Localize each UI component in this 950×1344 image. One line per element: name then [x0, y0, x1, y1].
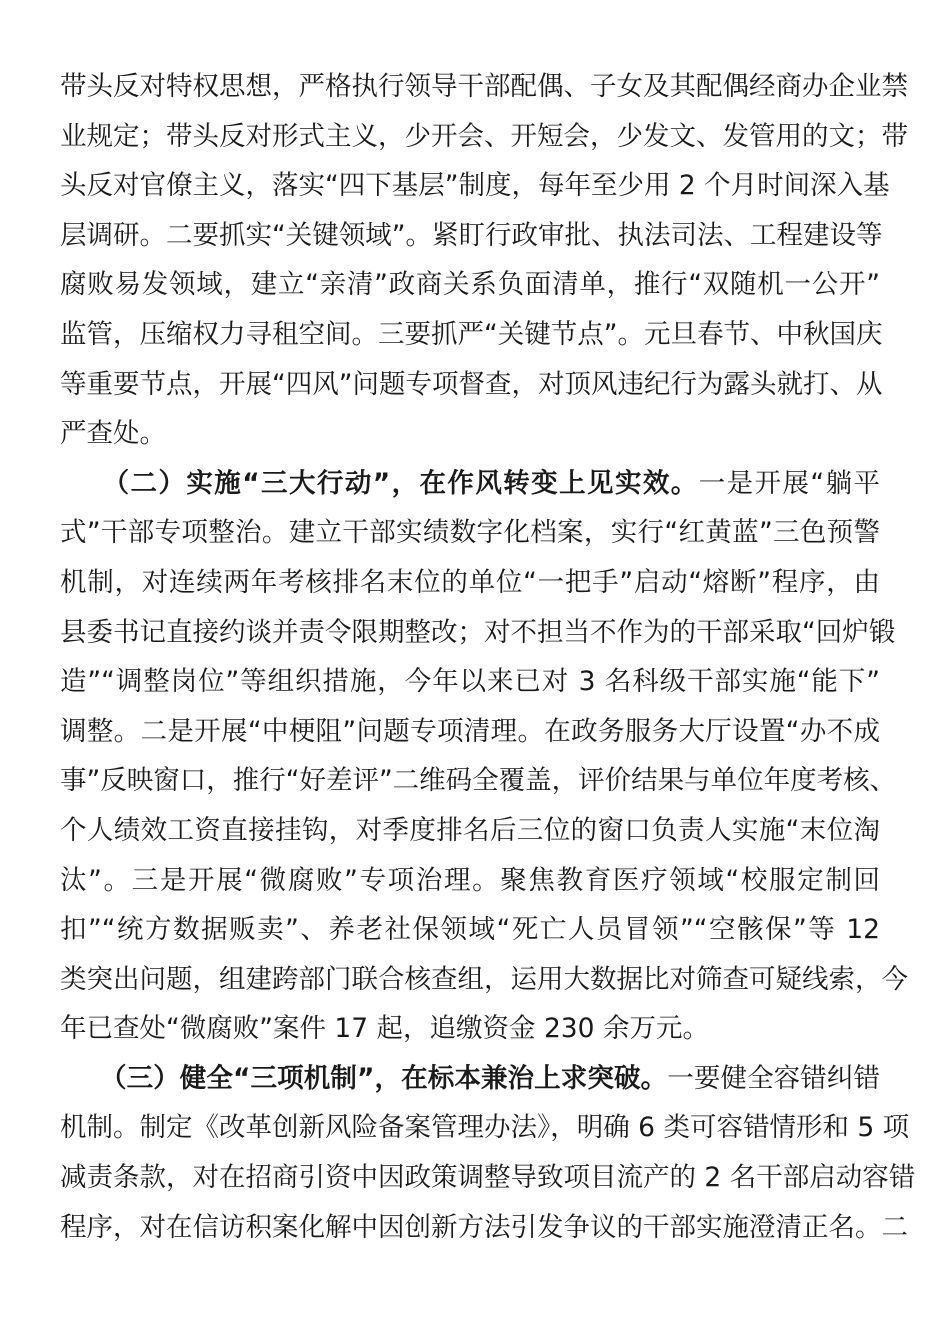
section-heading: （二）实施“三大行动”，在作风转变上见实效。 [60, 467, 699, 499]
paragraph [60, 1054, 916, 1252]
text-line [60, 856, 880, 906]
body-text: 一是开展“躺平 [698, 467, 880, 499]
body-text: 程序，对在信访积案化解中因创新方法引发争议的干部实施澄清正名。二 [60, 1211, 908, 1243]
body-text: 层调研。二要抓实“关键领域”。紧盯行政审批、执法司法、工程建设等 [60, 219, 883, 251]
paragraph [60, 62, 908, 459]
text-line [60, 211, 883, 261]
paragraph [60, 459, 908, 1054]
text-line [60, 459, 880, 509]
text-line [60, 161, 890, 211]
body-text: 造”“调整岗位”等组织措施，今年以来已对 3 名科级干部实施“能下” [60, 666, 880, 698]
body-text: 业规定；带头反对形式主义，少开会、开短会，少发文、发管用的文；带 [60, 120, 908, 152]
text-line [60, 1153, 916, 1203]
body-text: 类突出问题，组建跨部门联合核查组，运用大数据比对筛查可疑线索，今 [60, 963, 908, 995]
text-line [60, 558, 880, 608]
body-text: 一要健全容错纠错 [667, 1062, 881, 1094]
body-text: 汰”。三是开展“微腐败”专项治理。聚焦教育医疗领域“校服定制回 [60, 864, 880, 896]
text-line [60, 62, 908, 112]
body-text: 腐败易发领域，建立“亲清”政商关系负面清单，推行“双随机一公开” [60, 269, 880, 301]
text-line [60, 508, 880, 558]
body-text: 扣”“统方数据贩卖”、养老社保领域“死亡人员冒领”“空骸保”等 12 [60, 914, 880, 946]
body-text: 机制。制定《改革创新风险备案管理办法》，明确 6 类可容错情形和 5 项 [60, 1112, 910, 1144]
body-text: 个人绩效工资直接挂钩，对季度排名后三位的窗口负责人实施“末位淘 [60, 814, 880, 846]
text-line [60, 756, 897, 806]
text-line [60, 1004, 880, 1054]
body-text: 式”干部专项整治。建立干部实绩数字化档案，实行“红黄蓝”三色预警 [60, 517, 880, 549]
body-text: 机制，对连续两年考核排名末位的单位“一把手”启动“熔断”程序，由 [60, 566, 880, 598]
body-text: 带头反对特权思想，严格执行领导干部配偶、子女及其配偶经商办企业禁 [60, 71, 908, 102]
text-line [60, 707, 880, 757]
text-line [60, 310, 883, 360]
text-line [60, 1203, 908, 1253]
text-line [60, 1054, 880, 1104]
body-text: 县委书记直接约谈并责令限期整改；对不担当不作为的干部采取“回炉锻 [60, 616, 896, 648]
text-line [60, 112, 908, 162]
body-text: 等重要节点，开展“四风”问题专项督查，对顶风违纪行为露头就打、从 [60, 368, 883, 400]
body-text: 年已查处“微腐败”案件 17 起，追缴资金 230 余万元。 [60, 1013, 709, 1045]
text-line [60, 1103, 910, 1153]
body-text: 监管，压缩权力寻租空间。三要抓严“关键节点”。元旦春节、中秋国庆 [60, 318, 883, 350]
text-line [60, 905, 880, 955]
section-heading: （三）健全“三项机制”，在标本兼治上求突破。 [60, 1062, 668, 1094]
text-line [60, 260, 880, 310]
text-line [60, 806, 880, 856]
text-line [60, 409, 880, 459]
document-body [60, 62, 916, 1252]
body-text: 事”反映窗口，推行“好差评”二维码全覆盖，评价结果与单位年度考核、 [60, 765, 897, 797]
body-text: 严查处。 [60, 418, 166, 450]
body-text: 调整。二是开展“中梗阻”问题专项清理。在政务服务大厅设置“办不成 [60, 715, 880, 747]
body-text: 减责条款，对在招商引资中因政策调整导致项目流产的 2 名干部启动容错 [60, 1162, 916, 1194]
text-line [60, 608, 896, 658]
text-line [60, 657, 880, 707]
text-line [60, 360, 883, 410]
body-text: 头反对官僚主义，落实“四下基层”制度，每年至少用 2 个月时间深入基 [60, 170, 890, 202]
text-line [60, 955, 908, 1005]
